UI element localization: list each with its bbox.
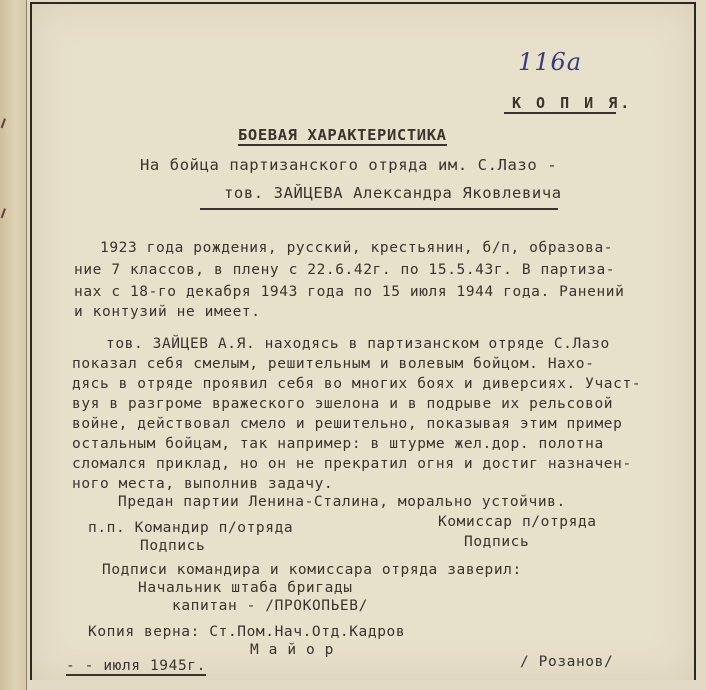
loyalty-statement: Предан партии Ленина-Сталина, морально устойчив.: [118, 494, 566, 510]
subtitle-underline: [200, 208, 558, 210]
commander-title: п.п. Командир п/отряда: [88, 520, 294, 536]
text-line: дясь в отряде проявил себя во многих боях и диверсиях. Участ-: [72, 376, 642, 392]
binder-mark: [1, 208, 16, 222]
text-line: войне, действовал смело и решительно, показывая этим пример: [72, 416, 623, 432]
commander-signature: Подпись: [140, 538, 206, 554]
certification-line: Подписи командира и комиссара отряда заверил:: [102, 562, 522, 578]
captain-signature: капитан - /ПРОКОПЬЕВ/: [172, 598, 368, 614]
text-line: сломался приклад, но он не прекратил огня и достиг назначен-: [72, 456, 632, 472]
signer-name: / Розанов/: [520, 654, 614, 670]
commissar-signature: Подпись: [464, 534, 530, 550]
copy-label: К О П И Я.: [512, 94, 633, 112]
binder-edge: [0, 0, 27, 690]
copy-verified: Копия верна: Ст.Пом.Нач.Отд.Кадров: [88, 624, 406, 640]
subtitle-line-1: На бойца партизанского отряда им. С.Лазо -: [140, 156, 558, 174]
text-line: показал себя смелым, решительным и волевым бойцом. Нахо-: [72, 356, 595, 372]
text-line: вуя в разгроме вражеского эшелона и в подрыве их рельсовой: [72, 396, 614, 412]
text-line: тов. ЗАЙЦЕВ А.Я. находясь в партизанском отряде С.Лазо: [106, 336, 610, 352]
chief-of-staff-title: Начальник штаба бригады: [138, 580, 353, 596]
page-number: 116а: [518, 48, 583, 76]
document-date: - - июля 1945г.: [66, 658, 206, 674]
subtitle-line-2: тов. ЗАЙЦЕВА Александра Яковлевича: [224, 184, 562, 202]
copy-underline: [504, 112, 616, 114]
text-line: 1923 года рождения, русский, крестьянин, б/п, образова-: [100, 240, 614, 256]
major-rank: М а й о р: [250, 642, 334, 658]
text-line: нах с 18-го декабря 1943 года по 15 июля 1944 года. Ранений: [74, 284, 625, 300]
text-line: и контузий не имеет.: [74, 304, 261, 320]
document-title: БОЕВАЯ ХАРАКТЕРИСТИКА: [238, 126, 447, 144]
commissar-title: Комиссар п/отряда: [438, 514, 597, 530]
text-line: ного места, выполнив задачу.: [72, 476, 334, 492]
text-line: остальным бойцам, так например: в штурме жел.дор. полотна: [72, 436, 604, 452]
binder-mark: [1, 118, 16, 132]
document-page: [30, 2, 696, 680]
text-line: ние 7 классов, в плену с 22.6.42г. по 15.5.43г. В партиза-: [74, 262, 616, 278]
